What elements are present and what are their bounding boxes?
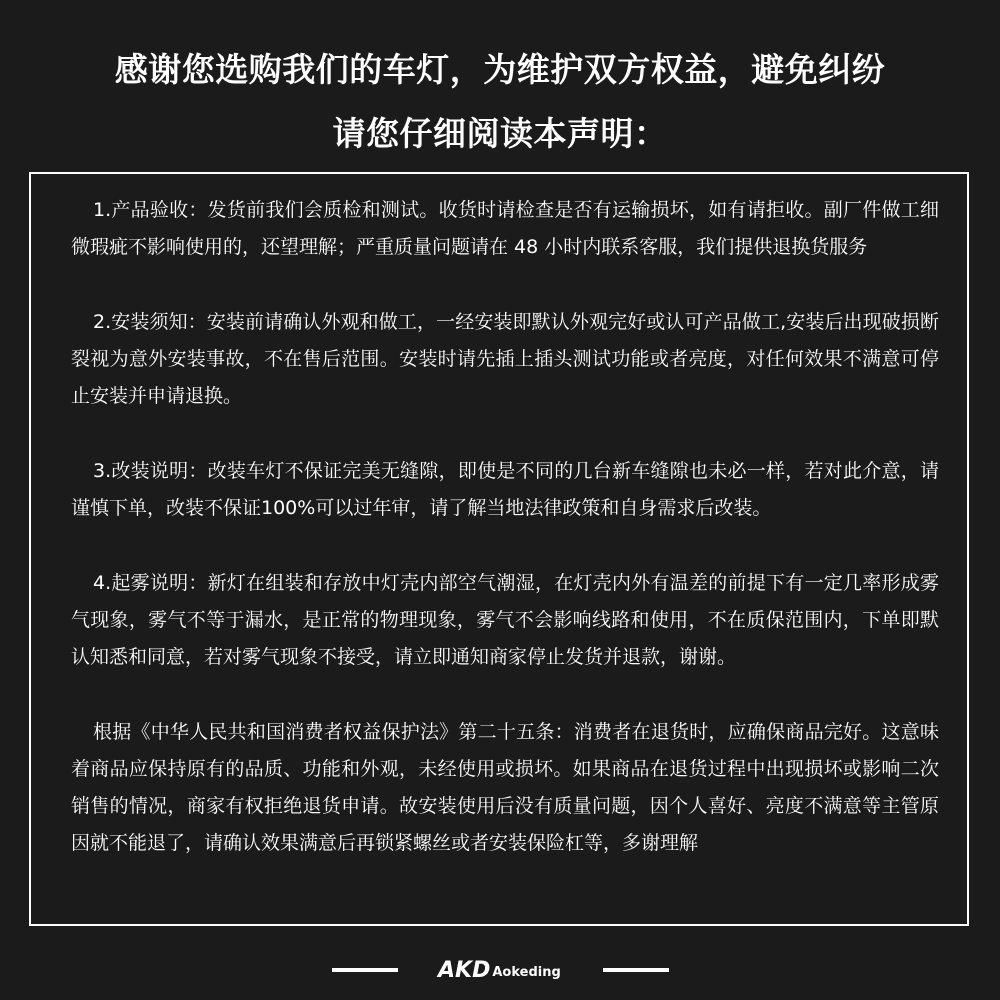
brand-logo-name: Aokeding bbox=[492, 964, 561, 980]
footer-divider-right bbox=[603, 968, 669, 972]
notice-paragraph-modification: 3.改装说明：改装车灯不保证完美无缝隙，即使是不同的几台新车缝隙也未必一样，若对此介意，请谨慎下单，改装不保证100%可以过年审，请了解当地法律政策和自身需求后改装。 bbox=[71, 460, 939, 519]
heading-line-2: 请您仔细阅读本声明： bbox=[332, 114, 668, 153]
footer bbox=[0, 950, 1000, 990]
heading-line-1: 感谢您选购我们的车灯，为维护双方权益，避免纠纷 bbox=[114, 50, 886, 89]
notice-paragraph-fogging: 4.起雾说明：新灯在组装和存放中灯壳内部空气潮湿，在灯壳内外有温差的前提下有一定几率形成雾气现象，雾气不等于漏水，是正常的物理现象，雾气不会影响线路和使用，不在质保范围内，下单即默认知悉和同意，若对雾气现象不接受，请立即通知商家停止发货并退款，谢谢。 bbox=[71, 572, 939, 668]
notice-paragraph-consumer-law: 根据《中华人民共和国消费者权益保护法》第二十五条：消费者在退货时，应确保商品完好。这意味着商品应保持原有的品质、功能和外观，未经使用或损坏。如果商品在退货过程中出现损坏或影响二次销售的情况，商家有权拒绝退货申请。故安装使用后没有质量问题，因个人喜好、亮度不满意等主管原因就不能退了，请确认效果满意后再锁紧螺丝或者安装保险杠等，多谢理解 bbox=[71, 721, 939, 854]
notice-paragraph-installation: 2.安装须知：安装前请确认外观和做工，一经安装即默认外观完好或认可产品做工,安装后出现破损断裂视为意外安装事故，不在售后范围。安装时请先插上插头测试功能或者亮度，对任何效果不满意可停止安装并申请退换。 bbox=[71, 311, 939, 407]
footer-divider-left bbox=[332, 968, 398, 972]
notice-box bbox=[29, 172, 969, 926]
brand-logo-mark: AKD bbox=[438, 957, 491, 983]
brand-logo bbox=[438, 955, 561, 985]
notice-paragraph-product-inspection: 1.产品验收：发货前我们会质检和测试。收货时请检查是否有运输损坏，如有请拒收。副厂件做工细微瑕疵不影响使用的，还望理解；严重质量问题请在 48 小时内联系客服，我们提供退换货服务 bbox=[71, 199, 939, 258]
